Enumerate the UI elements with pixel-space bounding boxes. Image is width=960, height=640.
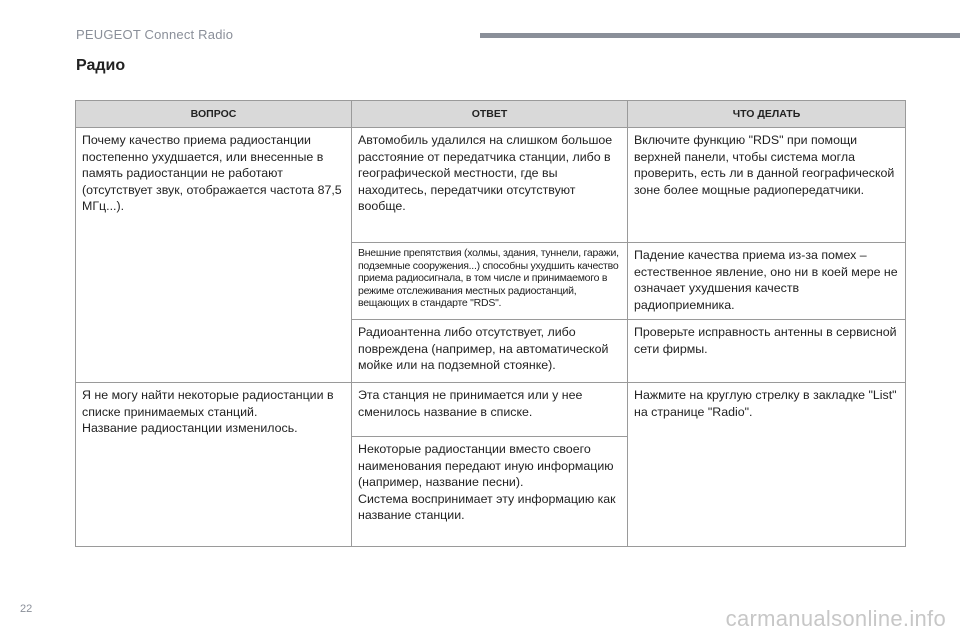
answer-cell: Эта станция не принимается или у нее сменилось название в списке. [352,383,628,437]
answer-text: Некоторые радиостанции вместо своего наименования передают иную информацию (например, название песни). Система воспринимает эту информацию как название станции. [358,442,616,522]
question-cell: Почему качество приема радиостанции постепенно ухудшается, или внесенные в память радиостанции не работают (отсутствует звук, отображается частота 87,5 МГц...). [76,128,352,383]
answer-cell: Внешние препятствия (холмы, здания, туннели, гаражи, подземные сооружения...) способны ухудшить качество приема радиосигнала, в том числе и принимаемого в режиме отслеживания местных радиостанций, вещающих в стандарте "RDS". [352,243,628,320]
question-cell [76,383,352,547]
page-number: 22 [20,603,33,615]
answer-cell: Радиоантенна либо отсутствует, либо повреждена (например, на автоматической мойке или на подземной стоянке). [352,320,628,383]
column-header-solution: ЧТО ДЕЛАТЬ [628,101,906,128]
solution-cell: Падение качества приема из-за помех – естественное явление, оно ни в коей мере не означает ухудшения качеств радиоприемника. [628,243,906,320]
watermark-text: carmanualsonline.info [725,606,946,631]
answer-cell [352,437,628,547]
document-header-title: PEUGEOT Connect Radio [76,27,234,42]
header-divider-bar [480,33,960,38]
solution-cell: Нажмите на круглую стрелку в закладке "List" на странице "Radio". [628,383,906,547]
page-title: Радио [76,57,126,74]
table-row [76,383,906,437]
column-header-question: ВОПРОС [76,101,352,128]
column-header-answer: ОТВЕТ [352,101,628,128]
troubleshooting-table [75,100,906,547]
table-header-row [76,101,906,128]
answer-cell: Автомобиль удалился на слишком большое расстояние от передатчика станции, либо в географической местности, где вы находитесь, передатчики отсутствуют вообще. [352,128,628,243]
table-row [76,128,906,243]
question-text: Я не могу найти некоторые радиостанции в списке принимаемых станций. Название радиостанции изменилось. [82,388,334,435]
solution-cell: Проверьте исправность антенны в сервисной сети фирмы. [628,320,906,383]
solution-cell: Включите функцию "RDS" при помощи верхней панели, чтобы система могла проверить, есть ли в данной географической зоне более мощные радиопередатчики. [628,128,906,243]
